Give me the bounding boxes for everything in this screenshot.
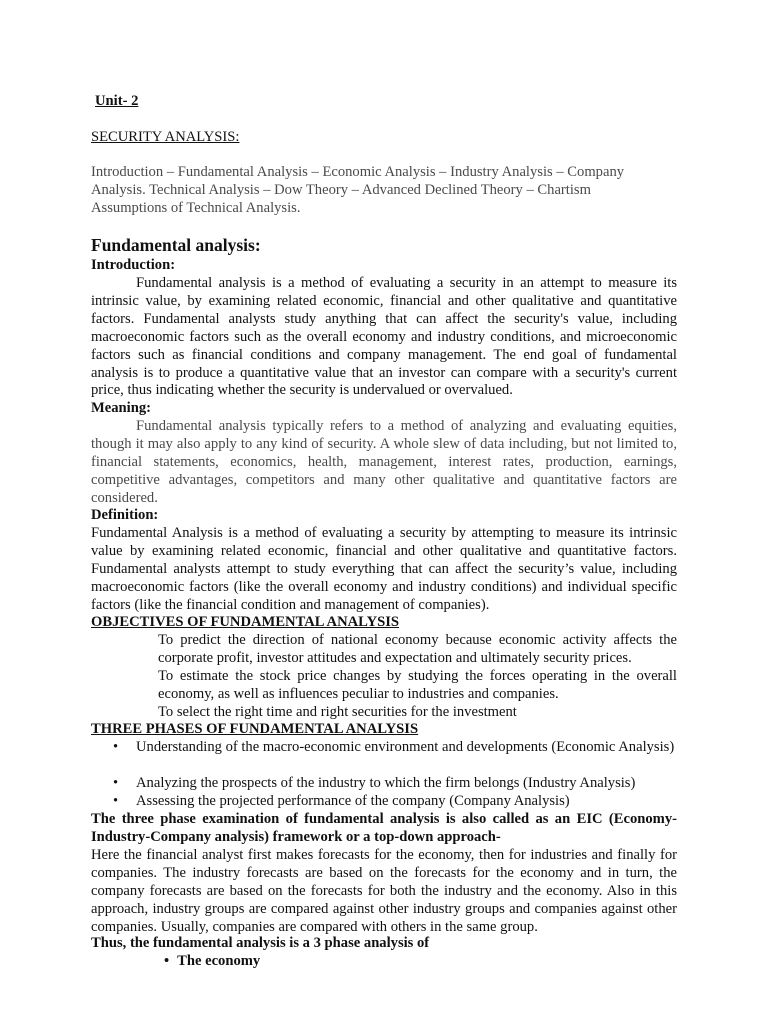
syllabus-text: Introduction – Fundamental Analysis – Economic Analysis – Industry Analysis – Company Analysis. Technical Analysis – Dow Theory – Advanced Declined Theory – Chartism Assumptions of Technical Analysis. xyxy=(91,164,625,216)
objectives-heading: OBJECTIVES OF FUNDAMENTAL ANALYSIS xyxy=(91,614,400,630)
bullet-icon: • xyxy=(113,775,119,791)
introduction-label: Introduction: xyxy=(91,257,176,273)
list-item xyxy=(91,739,677,757)
list-item xyxy=(164,953,260,971)
introduction-paragraph: Fundamental analysis is a method of evaluating a security in an attempt to measure its intrinsic value, by examining related economic, financial and other qualitative and quantitative factors. Fundamental analysts study anything that can affect the security's value, including macroeconomic factors such as the overall economy and industry conditions, and microeconomic factors such as financial conditions and company management. The end goal of fundamental analysis is to produce a quantitative value that an investor can compare with a security's current price, thus indicating whether the security is undervalued or overvalued. xyxy=(91,275,677,399)
three-phases-heading: THREE PHASES OF FUNDAMENTAL ANALYSIS xyxy=(91,721,419,737)
phase-item-text: Analyzing the prospects of the industry to which the firm belongs (Industry Analysis) xyxy=(136,775,636,791)
eic-paragraph: Here the financial analyst first makes forecasts for the economy, then for industries and finally for companies. The industry forecasts are based on the forecasts for the economy and in turn, the company forecasts are based on the forecasts for both the industry and the economy. Also in this approach, industry groups are compared against other industry groups and companies against other companies. Usually, companies are compared with others in the same group. xyxy=(91,847,677,935)
meaning-label: Meaning: xyxy=(91,400,151,416)
objective-item: To predict the direction of national economy because economic activity affects the corporate profit, investor attitudes and expectation and ultimately security prices. xyxy=(158,632,677,666)
definition-label: Definition: xyxy=(91,507,159,523)
list-item xyxy=(91,793,677,811)
conclusion-item-text: The economy xyxy=(177,953,261,969)
bullet-icon: • xyxy=(113,739,119,755)
conclusion-text: Thus, the fundamental analysis is a 3 phase analysis of xyxy=(91,935,430,951)
phase-item-text: Understanding of the macro-economic environment and developments (Economic Analysis) xyxy=(136,739,675,755)
bullet-icon: • xyxy=(113,793,119,809)
meaning-paragraph: Fundamental analysis typically refers to a method of analyzing and evaluating equities, though it may also apply to any kind of security. A whole slew of data including, but not limited to, financial statements, economics, health, management, interest rates, production, earnings, competitive advantages, competitors and many other qualitative and quantitative factors are considered. xyxy=(91,418,677,506)
objective-item: To estimate the stock price changes by studying the forces operating in the overall economy, as well as influences peculiar to industries and companies. xyxy=(158,668,677,702)
bullet-icon: • xyxy=(164,953,170,969)
list-item xyxy=(91,775,677,793)
definition-paragraph: Fundamental Analysis is a method of evaluating a security by attempting to measure its intrinsic value by examining related economic, financial and other qualitative and quantitative factors. Fundamental analysts attempt to study everything that can affect the security’s value, including macroeconomic factors (like the overall economy and industry conditions) and individual specific factors (like the financial condition and management of companies). xyxy=(91,525,677,613)
fundamental-analysis-title: Fundamental analysis: xyxy=(91,235,261,255)
security-analysis-heading: SECURITY ANALYSIS: xyxy=(91,129,240,145)
objective-item: To select the right time and right securities for the investment xyxy=(158,704,517,720)
phase-item-text: Assessing the projected performance of the company (Company Analysis) xyxy=(136,793,570,809)
eic-framework-statement: The three phase examination of fundamental analysis is also called as an EIC (Economy-Industry-Company analysis) framework or a top-down approach- xyxy=(91,811,677,845)
unit-heading: Unit- 2 xyxy=(95,93,139,109)
